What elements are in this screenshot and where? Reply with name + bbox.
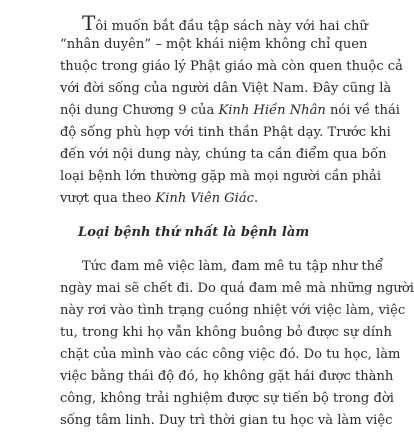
paragraph-2-line-8: sống tâm linh. Duy trì thời gian tu học và làm việc: [60, 413, 393, 428]
text-span: vượt qua theo: [60, 191, 156, 206]
text-span: nội dung Chương 9 của: [60, 103, 219, 118]
section-gap: [60, 244, 345, 256]
paragraph-1-line-8: loại bệnh lớn thường gặp mà mọi người cần phải: [60, 169, 382, 184]
body-text: [60, 11, 414, 432]
paragraph-2-line-6: việc bằng thái độ đó, họ không gặt hái được thành: [60, 369, 394, 384]
paragraph-2-line-2: ngày mai sẽ chết đi. Do quá đam mê mà những người: [60, 281, 414, 296]
paragraph-2-line-4: tu, trong khi họ vẫn không buông bỏ được sự dính: [60, 325, 392, 340]
text-span: nói về thái: [325, 103, 400, 118]
paragraph-2-line-7: công, không trải nghiệm được sự tiến bộ trong đời: [60, 391, 394, 406]
paragraph-1-line-1: [60, 11, 368, 35]
paragraph-2-line-3: này rơi vào tình trạng cuồng nhiệt với việc làm, việc: [60, 303, 406, 318]
paragraph-1-line-6: độ sống phù hợp với tinh thần Phật dạy. Trước khi: [60, 125, 391, 140]
paragraph-1-line-3: thuộc trong giáo lý Phật giáo mà còn quen thuộc cả: [60, 59, 403, 74]
paragraph-1-line-9: [60, 188, 345, 210]
paragraph-1-line-7: đến với nội dung này, chúng ta cần điểm qua bốn: [60, 147, 387, 162]
paragraph-1-line-2: “nhân duyên” – một khái niệm không chỉ quen: [60, 37, 368, 52]
book-title-kinh-vien-giac: Kinh Viên Giác: [155, 191, 254, 206]
paragraph-2-line-5: chặt của mình vào các công việc đó. Do tu học, làm: [60, 347, 401, 362]
drop-cap: T: [82, 11, 96, 35]
section-heading: Loại bệnh thứ nhất là bệnh làm: [78, 225, 310, 240]
book-title-kinh-hien-nhan: Kinh Hiền Nhân: [218, 103, 326, 118]
paragraph-2-line-1: Tức đam mê việc làm, đam mê tu tập như thể: [82, 259, 384, 274]
paragraph-1-line-4: với đời sống của người dân Việt Nam. Đây cũng là: [60, 81, 392, 96]
text-span: .: [253, 191, 259, 206]
section-gap: [60, 210, 345, 222]
paragraph-1-line-5: [60, 100, 400, 122]
text-span: ôi muốn bắt đầu tập sách này với hai chữ: [95, 19, 368, 34]
